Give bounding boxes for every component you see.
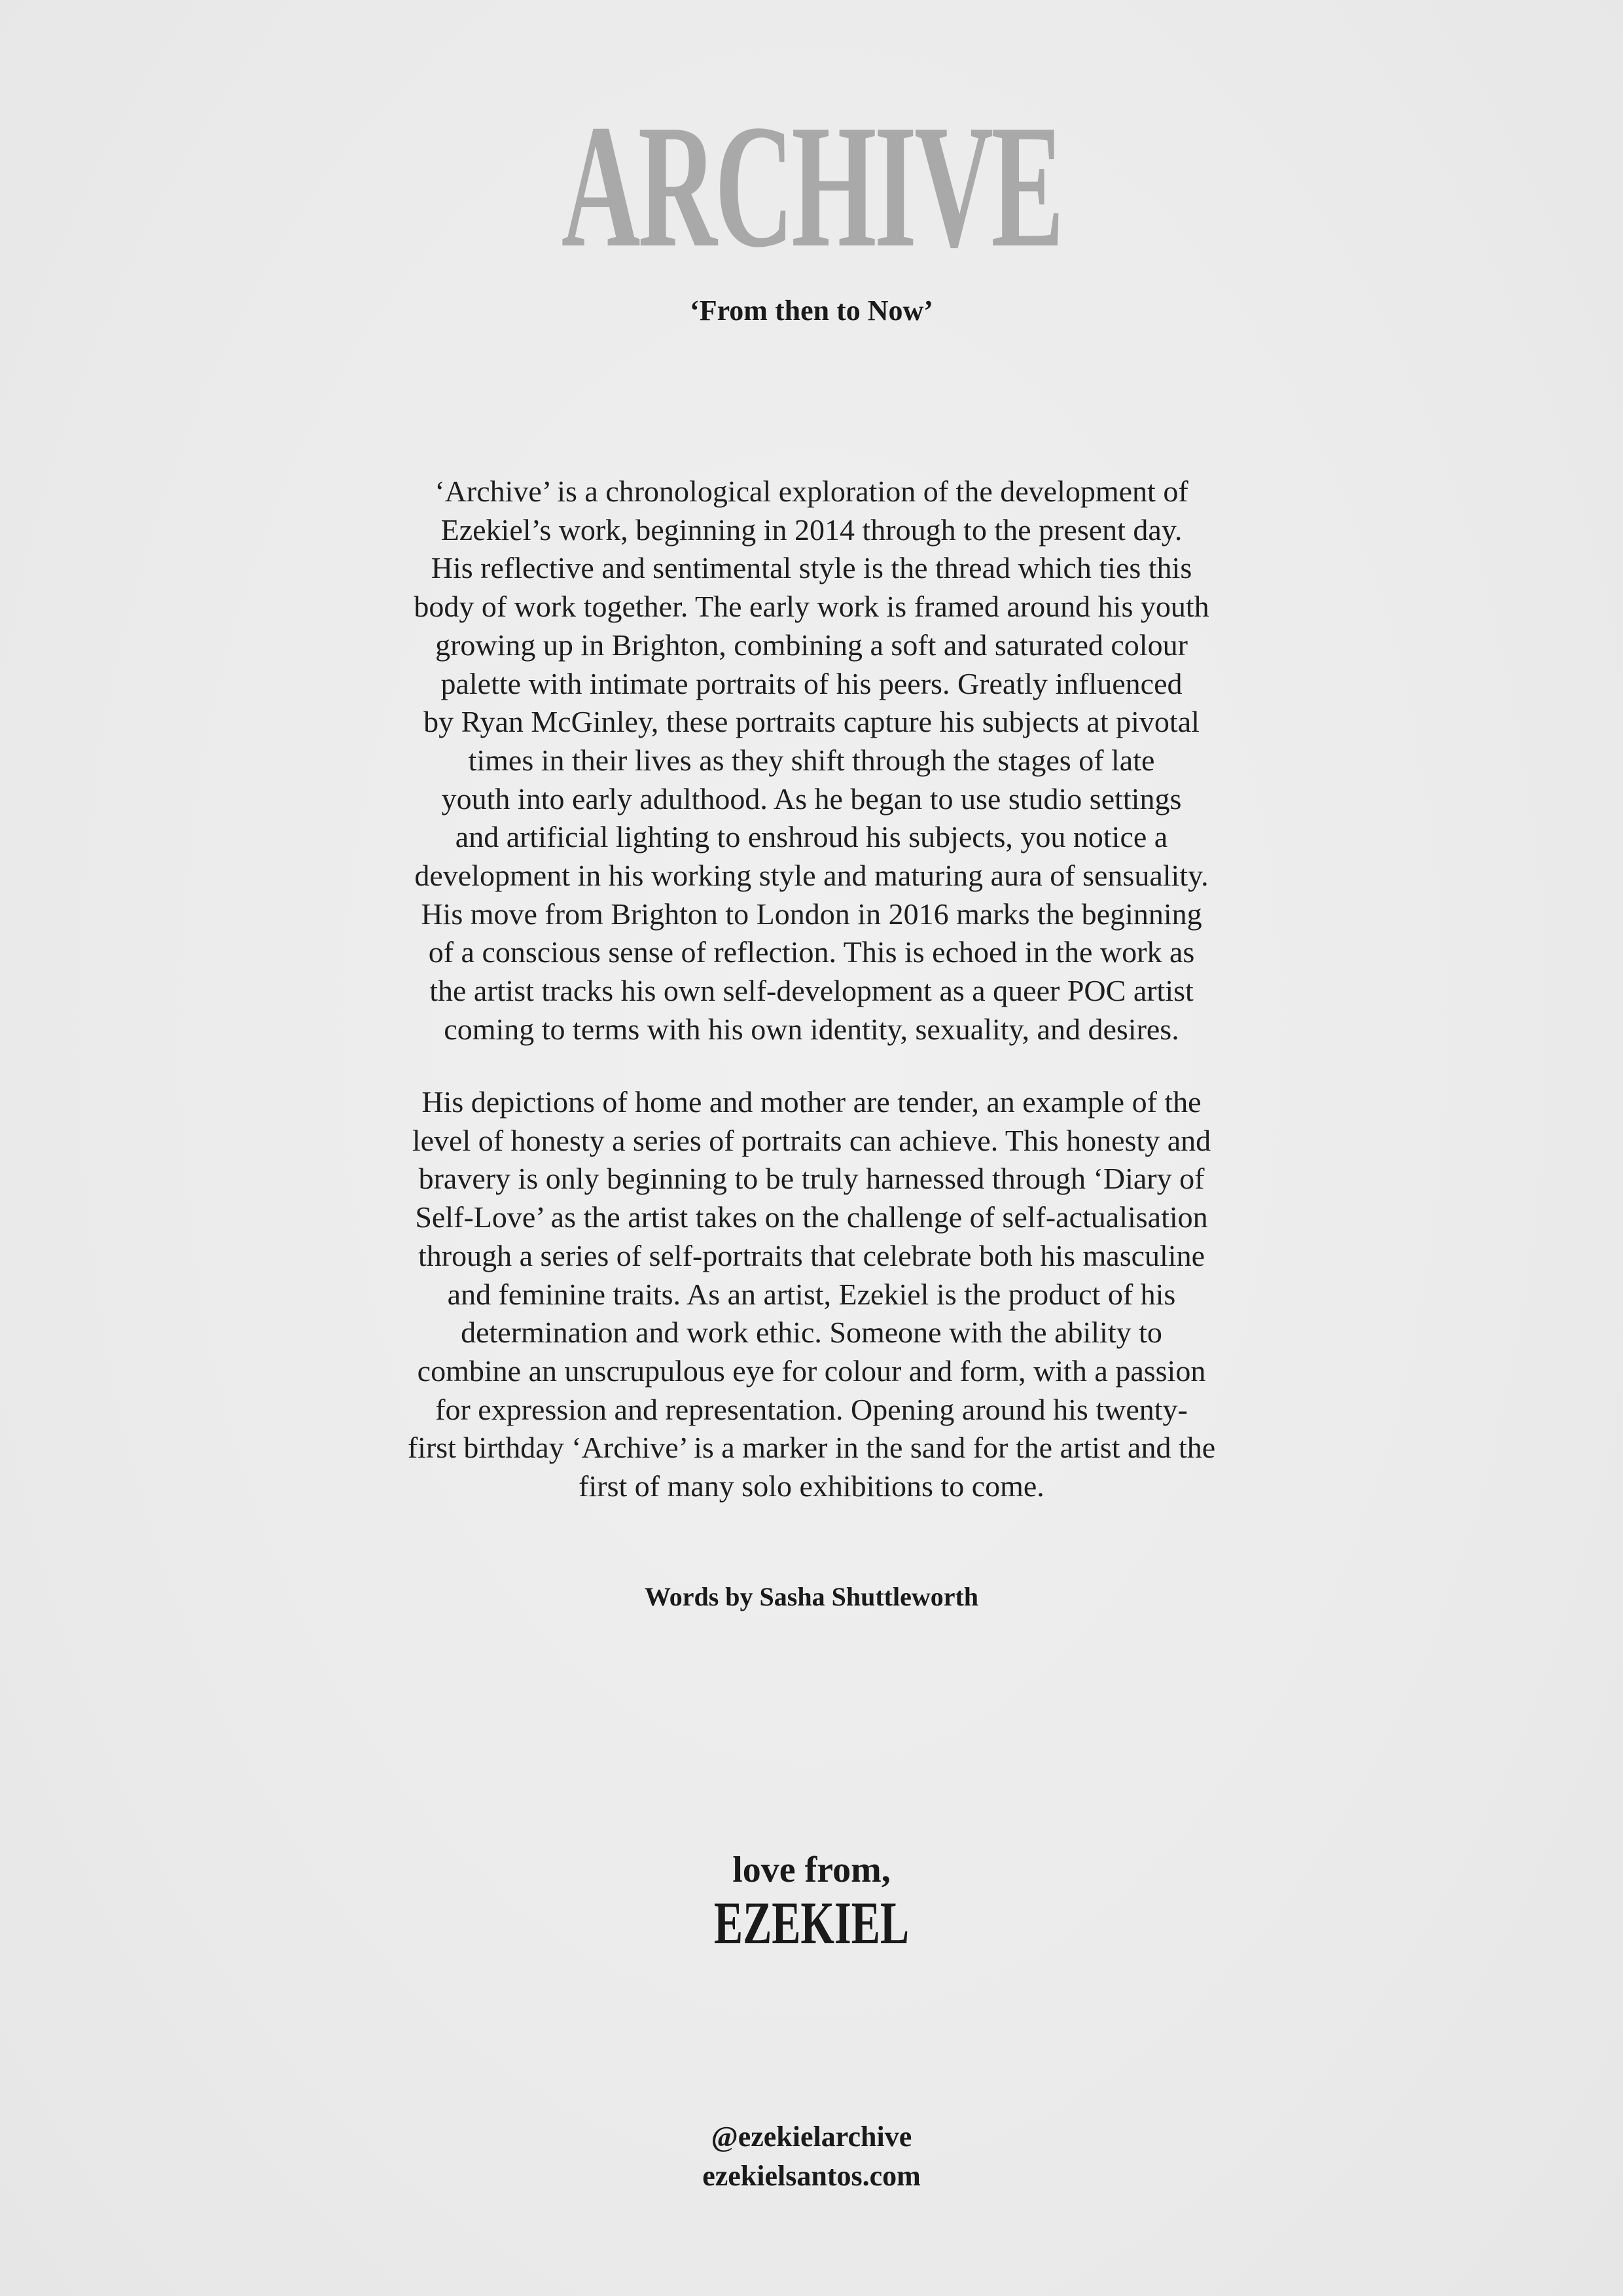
text-line: body of work together. The early work is framed around his youth: [414, 590, 1209, 624]
text-line: combine an unscrupulous eye for colour and form, with a passion: [417, 1354, 1206, 1388]
text-line: growing up in Brighton, combining a soft and saturated colour: [435, 628, 1188, 662]
website-address: ezekielsantos.com: [702, 2160, 921, 2192]
text-line: of a conscious sense of reflection. This is echoed in the work as: [428, 935, 1195, 969]
text-line: His reflective and sentimental style is the thread which ties this: [431, 551, 1192, 585]
text-line: first birthday ‘Archive’ is a marker in the sand for the artist and the: [407, 1431, 1216, 1465]
text-line: through a series of self-portraits that celebrate both his masculine: [418, 1238, 1205, 1272]
text-line: for expression and representation. Opening around his twenty-: [435, 1392, 1188, 1426]
text-line: first of many solo exhibitions to come.: [579, 1469, 1044, 1503]
page-title: ARCHIVE: [561, 88, 1062, 284]
page-subtitle: ‘From then to Now’: [690, 295, 933, 327]
text-line: His move from Brighton to London in 2016 marks the beginning: [421, 897, 1202, 931]
social-handle: @ezekielarchive: [711, 2121, 912, 2153]
text-line: Ezekiel’s work, beginning in 2014 through to the present day.: [440, 512, 1183, 547]
text-line: by Ryan McGinley, these portraits capture his subjects at pivotal: [423, 705, 1200, 739]
signoff-name: EZEKIEL: [713, 1890, 910, 1956]
text-line: Self-Love’ as the artist takes on the challenge of self-actualisation: [415, 1200, 1208, 1234]
text-line: coming to terms with his own identity, sexuality, and desires.: [444, 1012, 1179, 1046]
text-line: bravery is only beginning to be truly harnessed through ‘Diary of: [418, 1162, 1205, 1196]
text-line: ‘Archive’ is a chronological exploration of the development of: [435, 475, 1188, 508]
body-paragraph-2: [353, 1083, 1270, 1506]
text-line: and artificial lighting to enshroud his subjects, you notice a: [455, 820, 1168, 854]
signoff-greeting: love from,: [732, 1850, 891, 1890]
text-line: times in their lives as they shift through the stages of late: [468, 743, 1155, 777]
text-line: and feminine traits. As an artist, Ezekiel is the product of his: [447, 1277, 1176, 1311]
body-paragraph-1: [353, 473, 1270, 1049]
text-line: youth into early adulthood. As he began to use studio settings: [441, 781, 1182, 816]
contact-block: [0, 2117, 1623, 2196]
text-line: determination and work ethic. Someone with the ability to: [461, 1316, 1162, 1350]
text-line: the artist tracks his own self-development as a queer POC artist: [429, 974, 1194, 1008]
text-line: His depictions of home and mother are tender, an example of the: [421, 1085, 1202, 1119]
text-line: palette with intimate portraits of his peers. Greatly influenced: [440, 666, 1183, 700]
text-line: development in his working style and maturing aura of sensuality.: [414, 859, 1209, 893]
text-line: level of honesty a series of portraits can achieve. This honesty and: [412, 1123, 1211, 1157]
author-byline: Words by Sasha Shuttleworth: [644, 1582, 979, 1611]
